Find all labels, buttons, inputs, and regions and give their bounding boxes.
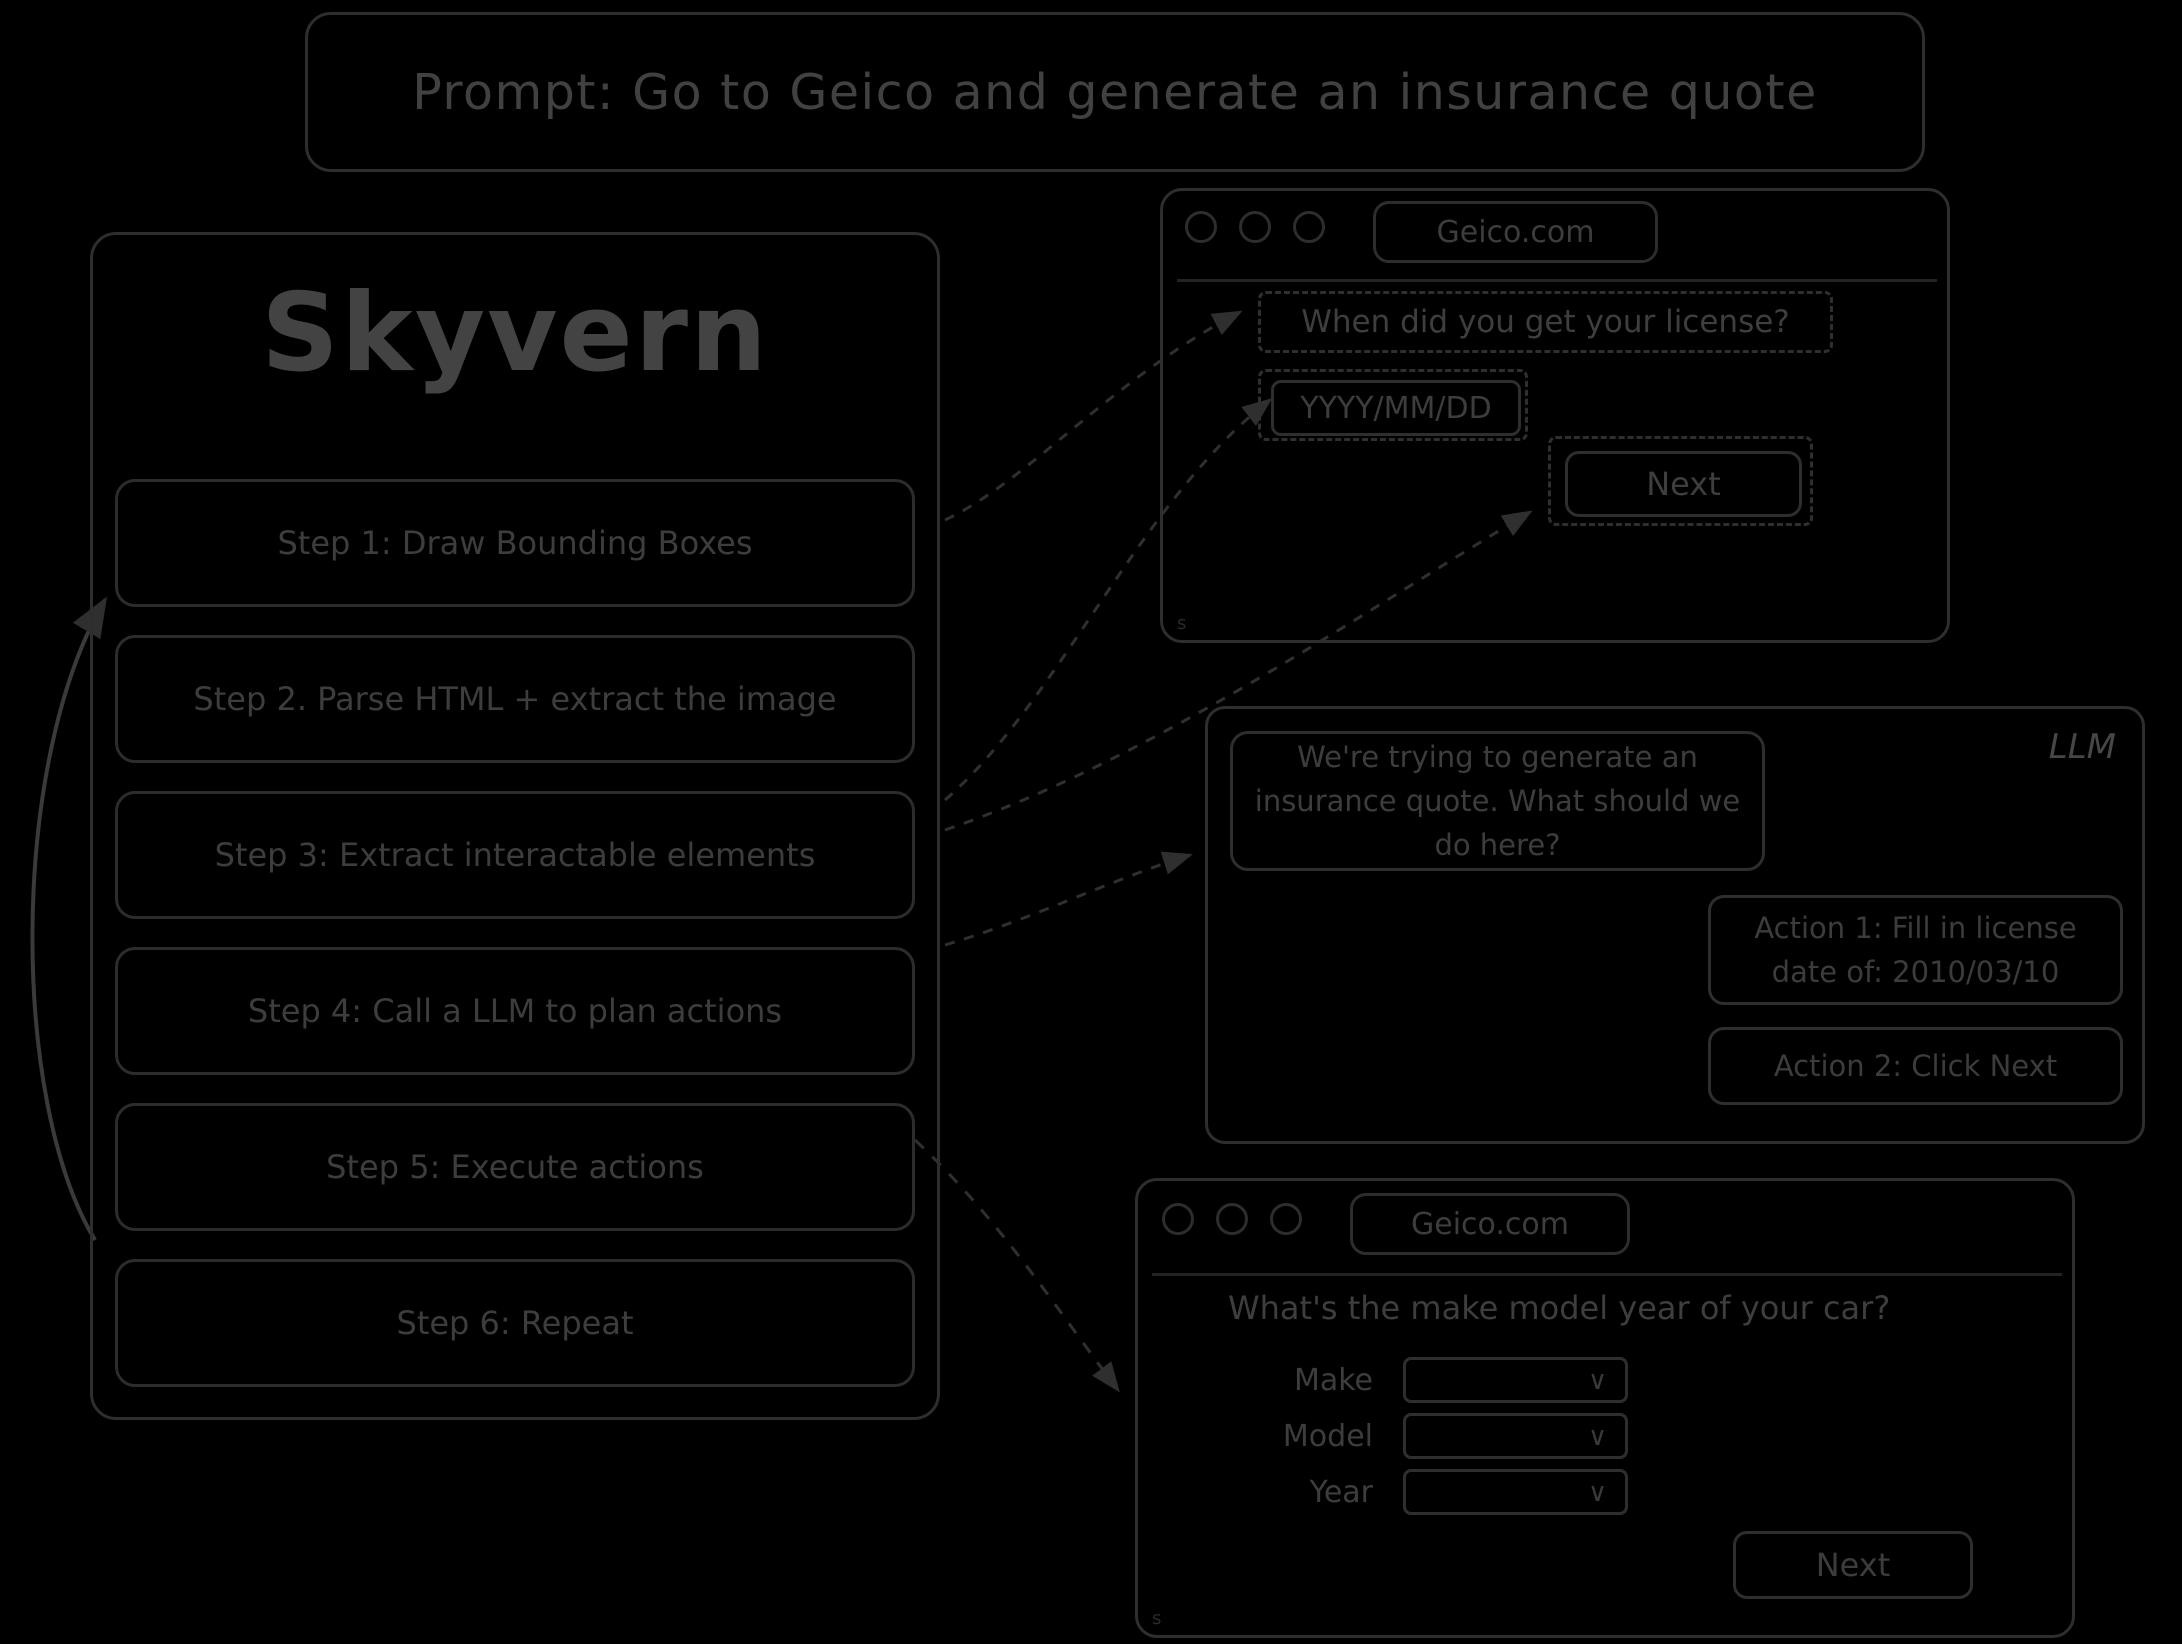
next-button-label: Next [1646, 465, 1721, 503]
skyvern-panel [90, 232, 940, 1420]
chevron-down-icon: ∨ [1587, 1422, 1607, 1452]
toolbar-divider [1152, 1273, 2062, 1276]
corner-watermark: s [1177, 613, 1187, 634]
corner-watermark: s [1152, 1608, 1162, 1629]
bounding-box-next-button [1548, 436, 1813, 526]
step-5-execute-actions[interactable] [115, 1103, 915, 1231]
url-text: Geico.com [1411, 1206, 1569, 1242]
llm-action-1-text: Action 1: Fill in license date of: 2010/03/10 [1754, 911, 2077, 989]
minimize-dot-icon[interactable] [1216, 1203, 1248, 1235]
toolbar-divider [1177, 279, 1937, 282]
llm-action-2-text: Action 2: Click Next [1773, 1049, 2058, 1083]
browser-window-car-details [1135, 1178, 2075, 1638]
close-dot-icon[interactable] [1185, 211, 1217, 243]
next-button[interactable] [1565, 451, 1802, 517]
close-dot-icon[interactable] [1162, 1203, 1194, 1235]
llm-action-1 [1708, 895, 2123, 1005]
make-select[interactable] [1403, 1357, 1628, 1403]
llm-action-2 [1708, 1027, 2123, 1105]
address-bar[interactable] [1350, 1193, 1630, 1255]
bounding-box-date-input [1258, 369, 1528, 441]
license-question-text: When did you get your license? [1301, 304, 1790, 340]
chevron-down-icon: ∨ [1587, 1366, 1607, 1396]
step-2-parse-html[interactable] [115, 635, 915, 763]
llm-panel [1205, 706, 2145, 1144]
license-date-placeholder: YYYY/MM/DD [1300, 390, 1492, 426]
model-label: Model [1282, 1418, 1373, 1454]
next-button-label: Next [1815, 1546, 1891, 1584]
prompt-text: Prompt: Go to Geico and generate an insurance quote [412, 63, 1818, 121]
field-row-model [1203, 1413, 1628, 1459]
step-label: Step 3: Extract interactable elements [214, 836, 816, 874]
window-controls [1185, 211, 1325, 243]
maximize-dot-icon[interactable] [1293, 211, 1325, 243]
minimize-dot-icon[interactable] [1239, 211, 1271, 243]
prompt-banner [305, 12, 1925, 172]
step-label: Step 5: Execute actions [326, 1148, 704, 1186]
skyvern-title: Skyvern [261, 271, 769, 396]
license-date-input[interactable] [1271, 380, 1521, 436]
step-4-call-llm[interactable] [115, 947, 915, 1075]
field-row-make [1203, 1357, 1628, 1403]
url-text: Geico.com [1436, 214, 1595, 250]
bounding-box-question [1258, 291, 1833, 353]
year-label: Year [1309, 1474, 1373, 1510]
next-button[interactable] [1733, 1531, 1973, 1599]
window-controls [1162, 1203, 1302, 1235]
model-select[interactable] [1403, 1413, 1628, 1459]
step-label: Step 4: Call a LLM to plan actions [247, 992, 783, 1030]
llm-prompt-text: We're trying to generate an insurance quote. What should we do here? [1254, 740, 1741, 862]
llm-prompt-bubble [1230, 731, 1765, 871]
field-row-year [1203, 1469, 1628, 1515]
step-label: Step 1: Draw Bounding Boxes [277, 524, 753, 562]
llm-title: LLM [2048, 727, 2116, 767]
year-select[interactable] [1403, 1469, 1628, 1515]
step-label: Step 2. Parse HTML + extract the image [193, 680, 837, 718]
step-3-extract-interactable-elements[interactable] [115, 791, 915, 919]
browser-window-license [1160, 188, 1950, 643]
car-question-text: What's the make model year of your car? [1228, 1289, 1891, 1327]
chevron-down-icon: ∨ [1587, 1478, 1607, 1508]
make-label: Make [1293, 1362, 1373, 1398]
step-label: Step 6: Repeat [396, 1304, 634, 1342]
maximize-dot-icon[interactable] [1270, 1203, 1302, 1235]
step-1-draw-bounding-boxes[interactable] [115, 479, 915, 607]
step-6-repeat[interactable] [115, 1259, 915, 1387]
address-bar[interactable] [1373, 201, 1658, 263]
